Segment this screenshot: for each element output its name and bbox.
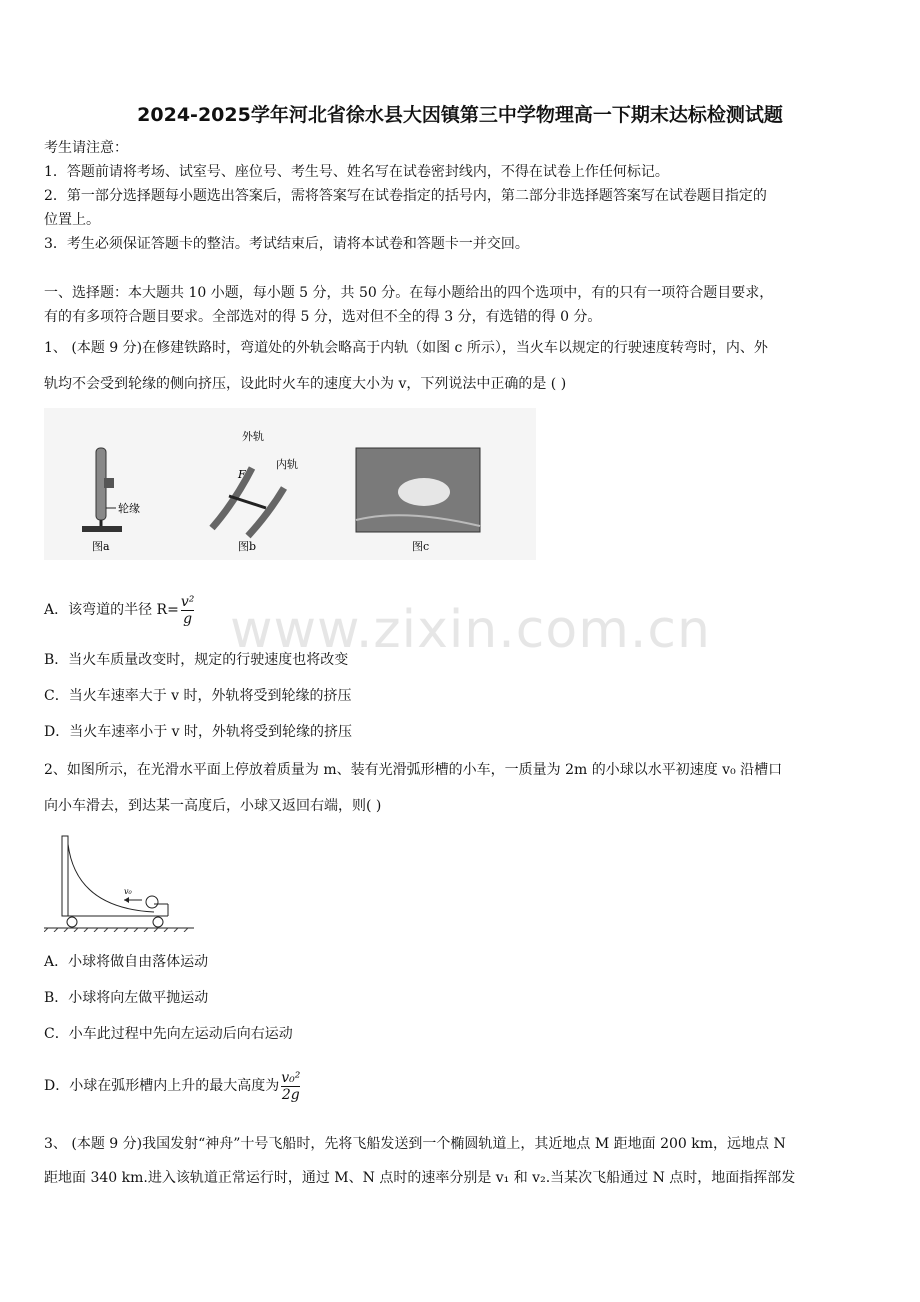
q1-option-a-denominator: g: [181, 610, 195, 627]
q1-option-b: B．当火车质量改变时，规定的行驶速度也将改变: [44, 652, 349, 668]
q2-figure-svg: [44, 834, 194, 932]
figure-b-force-label: F: [238, 468, 246, 481]
q2-option-d-fraction: [281, 1070, 300, 1103]
q1-option-d: D．当火车速率小于 v 时，外轨将受到轮缘的挤压: [44, 724, 353, 740]
notice-item-3: 3．考生必须保证答题卡的整洁。考试结束后，请将本试卷和答题卡一并交回。: [44, 236, 529, 252]
q2-figure: [44, 834, 194, 932]
figure-a-label: 图a: [92, 540, 110, 553]
notice-heading: 考生请注意：: [44, 140, 128, 156]
notice-item-2-cont: 位置上。: [44, 212, 100, 228]
q1-figure-svg: [44, 408, 536, 560]
q2-option-a: A．小球将做自由落体运动: [44, 954, 209, 970]
figure-b-axle: [212, 468, 284, 536]
figure-b-inner-label: 内轨: [276, 458, 298, 471]
section-instructions-2: 有的有多项符合题目要求。全部选对的得 5 分，选对但不全的得 3 分，有选错的得 0 分。: [44, 309, 602, 325]
q1-option-a: [44, 592, 196, 628]
q2-option-d: [44, 1066, 302, 1106]
q2-stem-2: 向小车滑去，到达某一高度后，小球又返回右端，则( ): [44, 798, 382, 814]
figure-c-label: 图c: [412, 540, 430, 553]
section-instructions-1: 一、选择题：本大题共 10 小题，每小题 5 分，共 50 分。在每小题给出的四个选项中，有的只有一项符合题目要求，: [44, 285, 774, 301]
figure-b-label: 图b: [238, 540, 257, 553]
q2-option-b: B．小球将向左做平抛运动: [44, 990, 209, 1006]
right-wheel: [153, 917, 163, 927]
q2-option-c: C．小车此过程中先向左运动后向右运动: [44, 1026, 293, 1042]
q2-option-d-text: D．小球在弧形槽内上升的最大高度为: [44, 1078, 280, 1094]
q1-option-a-numerator: v²: [180, 593, 195, 610]
q2-option-d-denominator: 2g: [281, 1086, 300, 1103]
figure-b-outer-label: 外轨: [242, 430, 264, 443]
q1-option-a-text: A．该弯道的半径 R=: [44, 602, 179, 618]
figure-a-wheel: [82, 448, 122, 532]
ball: [146, 896, 158, 908]
q1-option-c: C．当火车速率大于 v 时，外轨将受到轮缘的挤压: [44, 688, 352, 704]
q2-stem-1: 2、如图所示，在光滑水平面上停放着质量为 m、装有光滑弧形槽的小车，一质量为 2m 的小球以水平初速度 v₀ 沿槽口: [44, 762, 783, 778]
q1-option-a-fraction: [181, 594, 195, 627]
q2-option-d-numerator: v₀²: [281, 1069, 301, 1086]
page-title: 2024-2025学年河北省徐水县大因镇第三中学物理高一下期末达标检测试题: [137, 104, 783, 126]
figure-a-wheel-label: 轮缘: [118, 502, 140, 515]
q2-velocity-label: v₀: [124, 887, 132, 896]
q3-stem-2: 距地面 340 km.进入该轨道正常运行时，通过 M、N 点时的速率分别是 v₁ 和 v₂.当某次飞船通过 N 点时，地面指挥部发: [44, 1170, 796, 1186]
q1-stem-2: 轨均不会受到轮缘的侧向挤压，设此时火车的速度大小为 v，下列说法中正确的是 ( ): [44, 376, 567, 392]
q3-stem-1: 3、 (本题 9 分)我国发射“神舟”十号飞船时，先将飞船发送到一个椭圆轨道上，其近地点 M 距地面 200 km，远地点 N: [44, 1136, 786, 1152]
q1-stem-1: 1、 (本题 9 分)在修建铁路时，弯道处的外轨会略高于内轨（如图 c 所示），当火车以规定的行驶速度转弯时，内、外: [44, 340, 768, 356]
notice-item-2: 2．第一部分选择题每小题选出答案后，需将答案写在试卷指定的括号内，第二部分非选择题答案写在试卷题目指定的: [44, 188, 767, 204]
q1-figure: [44, 408, 536, 560]
watermark: www.zixin.com.cn: [230, 600, 711, 660]
figure-c-photo: [356, 448, 480, 532]
left-wheel: [67, 917, 77, 927]
notice-item-1: 1．答题前请将考场、试室号、座位号、考生号、姓名写在试卷密封线内，不得在试卷上作任何标记。: [44, 164, 669, 180]
